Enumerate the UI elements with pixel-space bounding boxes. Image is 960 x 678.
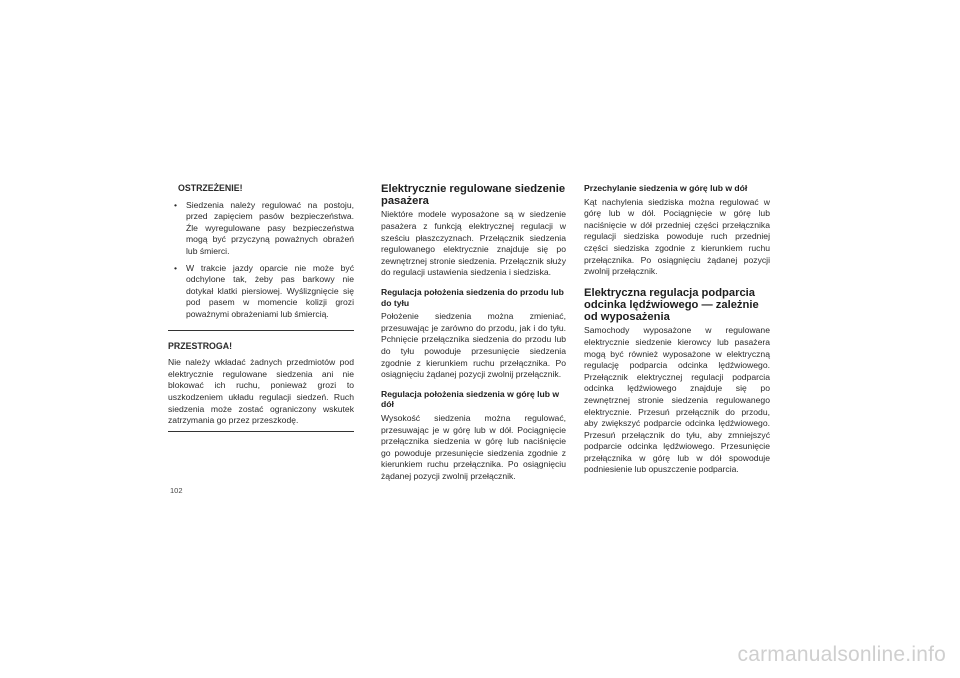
- middle-column: [381, 183, 566, 482]
- caution-box: [168, 341, 354, 432]
- section-text: Samochody wyposażone w regulowane elektrycznie siedzenie kierowcy lub pasażera mogą być również wyposażone w elektryczną regulację podparcia odcinka lędźwiowego. Przełącznik elektrycznej regulacji podparcia odcinka lędźwiowego znajduje się po zewnętrznej stronie siedzenia regulowanego elektrycznie. Przesuń przełącznik do przodu, aby zwiększyć podparcie odcinka lędźwiowego. Przesuń przełącznik do tyłu, aby zmniejszyć podparcie odcinka lędźwiowego. Przesunięcie przełącznika w górę lub w dół spowoduje podniesienie lub opuszczenie podparcia.: [584, 325, 770, 475]
- subsection-text: Wysokość siedzenia można regulować, przesuwając je w górę lub w dół. Pociągnięcie przełącznika siedzenia w górę lub naciśnięcie go powoduje przesunięcie siedzenia zgodnie z kierunkiem ruchu przełącznika. Po osiągnięciu żądanej pozycji zwolnij przełącznik.: [381, 412, 566, 481]
- watermark: carmanualsonline.info: [737, 643, 946, 666]
- subsection-text: Położenie siedzenia można zmieniać, przesuwając je zarówno do przodu, jak i do tyłu. Pchnięcie przełącznika siedzenia do przodu lub do tyłu powoduje przesunięcie siedzenia zgodnie z kierunkiem ruchu przełącznika. Po osiągnięciu żądanej pozycji zwolnij przełącznik.: [381, 311, 566, 380]
- warning-list: [168, 200, 354, 321]
- caution-text: Nie należy wkładać żadnych przedmiotów pod elektrycznie regulowane siedzenia ani nie blokować ich ruchu, ponieważ grozi to uszkodzeniem układu regulacji siedzeń. Ruch siedzenia może zostać ograniczony wskutek zatrzymania go przez przeszkodę.: [168, 357, 354, 426]
- subsection-title: Regulacja położenia siedzenia do przodu lub do tyłu: [381, 286, 564, 308]
- warning-title: OSTRZEŻENIE!: [178, 183, 243, 193]
- page-number: 102: [170, 486, 183, 495]
- left-column: [168, 183, 354, 432]
- section-heading: Elektryczna regulacja podparcia odcinka lędźwiowego — zależnie od wyposażenia: [584, 286, 759, 324]
- subsection-text: Kąt nachylenia siedziska można regulować w górę lub w dół. Pociągnięcie w górę lub naciśnięcie w dół przedniej części przełącznika regulacji siedziska powoduje ruch przedniej części siedziska zgodnie z kierunkiem ruchu przełącznika. Po osiągnięciu żądanej pozycji zwolnij przełącznik.: [584, 196, 770, 277]
- caution-title: PRZESTROGA!: [168, 340, 233, 351]
- bullet-icon: •: [174, 262, 178, 273]
- warning-box: [168, 183, 354, 331]
- subsection-title: Przechylanie siedzenia w górę lub w dół: [584, 183, 748, 193]
- warning-item: • W trakcie jazdy oparcie nie może być odchylone tak, żeby pas barkowy nie dotykał klatki piersiowej. Wyślizgnięcie się pod pasem w momencie kolizji grozi poważnymi obrażeniami lub śmiercią.: [174, 262, 354, 319]
- warning-item: • Siedzenia należy regulować na postoju, przed zapięciem pasów bezpieczeństwa. Źle wyregulowane pasy bezpieczeństwa mogą być przyczyną poważnych obrażeń lub śmierci.: [174, 199, 354, 256]
- section-intro: Niektóre modele wyposażone są w siedzenie pasażera z funkcją elektrycznej regulacji w sześciu płaszczyznach. Przełącznik siedzenia regulowanego elektrycznie znajduje się po zewnętrznej stronie siedzenia. Przełącznik służy do regulacji ustawienia siedzenia i siedziska.: [381, 209, 566, 278]
- section-heading: Elektrycznie regulowane siedzenie pasażera: [381, 183, 566, 208]
- bullet-icon: •: [174, 199, 178, 210]
- subsection-title: Regulacja położenia siedzenia w górę lub w dół: [381, 388, 560, 410]
- right-column: [584, 183, 770, 476]
